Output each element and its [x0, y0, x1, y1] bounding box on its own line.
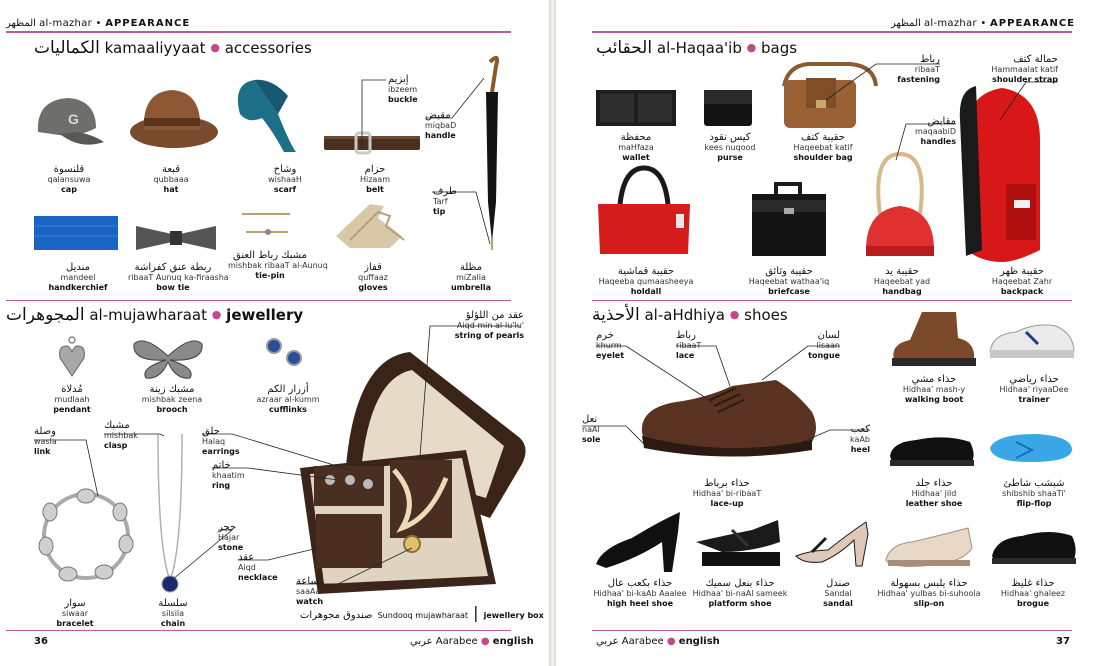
label-handles: مقابض maqaabiD handles — [914, 116, 956, 146]
label-walking-boot: حذاء مشي Hidhaa' mash-y walking boot — [902, 374, 966, 404]
label-scarf: وشاح wishaaH scarf — [268, 164, 302, 194]
wallet-image — [594, 86, 678, 128]
label-cufflinks: أزرار الكم azraar al-kumm cufflinks — [256, 384, 320, 414]
label-tie-pin: مشبك رباط العنق mishbak ribaaT al-Aunuq tie-pin — [228, 250, 328, 280]
section-title-shoes: الأحذية al-aHdhiya ● shoes — [592, 305, 788, 325]
umbrella-image — [462, 52, 512, 252]
label-shoulder-bag: حقيبة كتف Haqeebat katif shoulder bag — [793, 132, 853, 162]
footer-rule — [592, 630, 1072, 631]
purse-image — [702, 86, 754, 128]
belt-image — [320, 128, 423, 158]
label-umbrella: مظلة miZalla umbrella — [450, 262, 491, 292]
label-leather-shoe: حذاء جلد Hidhaa' jild leather shoe — [905, 478, 963, 508]
label-trainer: حذاء رياضي Hidhaa' riyaaDee trainer — [999, 374, 1069, 404]
page-gutter — [549, 0, 556, 666]
label-necklace: عقد Aiqd necklace — [238, 552, 278, 582]
label-link: وصلة wasla link — [34, 426, 57, 456]
label-ring: خاتم khaatim ring — [212, 460, 245, 490]
label-gloves: قفاز quffaaz gloves — [358, 262, 388, 292]
label-watch: ساعة saaAa watch — [296, 576, 324, 606]
section-title-accessories: الكماليات kamaaliyyaat ● accessories — [34, 38, 312, 58]
label-handkerchief: منديل mandeel handkerchief — [48, 262, 108, 292]
leather-shoe-image — [886, 430, 978, 470]
label-cap: قلنسوة qalansuwa cap — [47, 164, 91, 194]
header-rule — [6, 31, 511, 33]
gloves-image — [330, 196, 408, 252]
label-platform-shoe: حذاء بنعل سميك Hidhaa' bi-naAl sameek platform shoe — [692, 578, 788, 608]
header-rule — [592, 31, 1072, 33]
footer-language: عربي Aarabee ● english — [410, 636, 534, 647]
hat-image — [126, 82, 218, 154]
running-header: المظهر al-mazhar • APPEARANCE — [6, 18, 191, 29]
tie-pin-image — [238, 208, 294, 242]
right-page — [556, 0, 1105, 666]
sandal-image — [792, 516, 874, 572]
label-bracelet: سوار siwaar bracelet — [56, 598, 94, 628]
platform-shoe-image — [692, 512, 784, 574]
section-title-bags: الحقائب al-Haqaa'ib ● bags — [596, 38, 798, 58]
label-buckle: إبزيم ibzeem buckle — [388, 74, 418, 104]
label-wallet: محفظة maHfaza wallet — [618, 132, 654, 162]
scarf-image — [228, 74, 300, 156]
cap-image — [30, 92, 105, 150]
svg-text:G: G — [68, 111, 79, 127]
footer-language: عربي Aarabee ● english — [596, 636, 720, 647]
brooch-image — [130, 332, 206, 382]
label-holdall: حقيبة قماشية Haqeeba qumaasheeya holdall — [598, 266, 694, 296]
label-brogue: حذاء غليظ Hidhaa' ghaleez brogue — [1000, 578, 1066, 608]
brogue-image — [988, 524, 1078, 570]
label-flip-flop: شبشب شاطئ shibshib shaaTi' flip-flop — [1002, 478, 1066, 508]
bracelet-image — [34, 486, 138, 586]
label-sandal: صندل Sandal sandal — [823, 578, 853, 608]
holdall-image — [594, 164, 694, 260]
label-earrings: حلق Halaq earrings — [202, 426, 240, 456]
backpack-image — [956, 80, 1046, 264]
label-sole: نعل naAl sole — [582, 414, 601, 444]
running-header: المظهر al-mazhar • APPEARANCE — [890, 18, 1075, 29]
label-stone: حجر Hajar stone — [218, 522, 244, 552]
label-high-heel-shoe: حذاء بكعب عال Hidhaa' bi-kaAb Aaalee high heel shoe — [593, 578, 687, 608]
label-belt: حزام Hizaam belt — [359, 164, 391, 194]
briefcase-image — [746, 180, 830, 260]
label-string-of-pearls: عقد من اللؤلؤ Aiqd min al-lu'lu' string of pearls — [454, 310, 524, 340]
label-eyelet: خرم khurm eyelet — [596, 330, 625, 360]
label-hat: قبعة qubbaaa hat — [153, 164, 189, 194]
flip-flop-image — [986, 430, 1076, 466]
label-lace: رباط ribaaT lace — [676, 330, 702, 360]
label-chain: سلسلة silsila chain — [158, 598, 188, 628]
chain-image — [150, 430, 190, 596]
label-brooch: مشبك زينة mishbak zeena brooch — [141, 384, 203, 414]
lace-up-shoe-image — [636, 372, 820, 458]
label-shoulder-strap: حمالة كتف Hammaalat katif shoulder strap — [991, 54, 1058, 84]
label-heel: كعب kaAb heel — [850, 424, 870, 454]
section-rule — [6, 300, 511, 301]
label-clasp: مشبك mishbak clasp — [104, 420, 138, 450]
label-fastening: رباط ribaaT fastening — [897, 54, 940, 84]
footer-rule — [6, 630, 511, 631]
jewellery-box-image — [290, 348, 536, 598]
page-number: 37 — [1056, 636, 1070, 647]
left-page — [0, 0, 549, 666]
label-lace-up: حذاء برباط Hidhaa' bi-ribaaT lace-up — [692, 478, 762, 508]
label-tongue: لسان lisaan tongue — [808, 330, 840, 360]
label-pendant: مُدلاة mudlaah pendant — [53, 384, 91, 414]
label-briefcase: حقيبة وثائق Haqeebat wathaa'iq briefcase — [748, 266, 830, 296]
handbag-image — [862, 150, 938, 260]
page-number: 36 — [34, 636, 48, 647]
label-bow-tie: ربطة عنق كفراشة ribaaT Aunuq ka-firaasha bow tie — [128, 262, 229, 292]
label-backpack: حقيبة ظهر Haqeebat Zahr backpack — [991, 266, 1053, 296]
trainer-image — [986, 318, 1076, 364]
label-purse: كيس نقود kees nuqood purse — [704, 132, 756, 162]
label-handbag: حقيبة يد Haqeebat yad handbag — [873, 266, 931, 296]
section-rule — [592, 300, 1072, 301]
walking-boot-image — [886, 308, 978, 368]
label-handle: مقبض miqbaD handle — [425, 110, 457, 140]
bow-tie-image — [132, 222, 220, 252]
handkerchief-image — [32, 212, 120, 252]
high-heel-shoe-image — [592, 508, 684, 574]
section-title-jewellery: المجوهرات al-mujawharaat ● jewellery — [6, 305, 304, 325]
pendant-image — [56, 336, 88, 380]
label-slip-on: حذاء يلبس بسهولة Hidhaa' yulbas bi-suhoola slip-on — [877, 578, 981, 608]
label-tip: طرف Tarf tip — [433, 186, 457, 216]
label-jewellery-box: صندوق مجوهرات Sundooq mujawharaat | jewellery box — [300, 603, 544, 622]
slip-on-image — [882, 524, 976, 570]
